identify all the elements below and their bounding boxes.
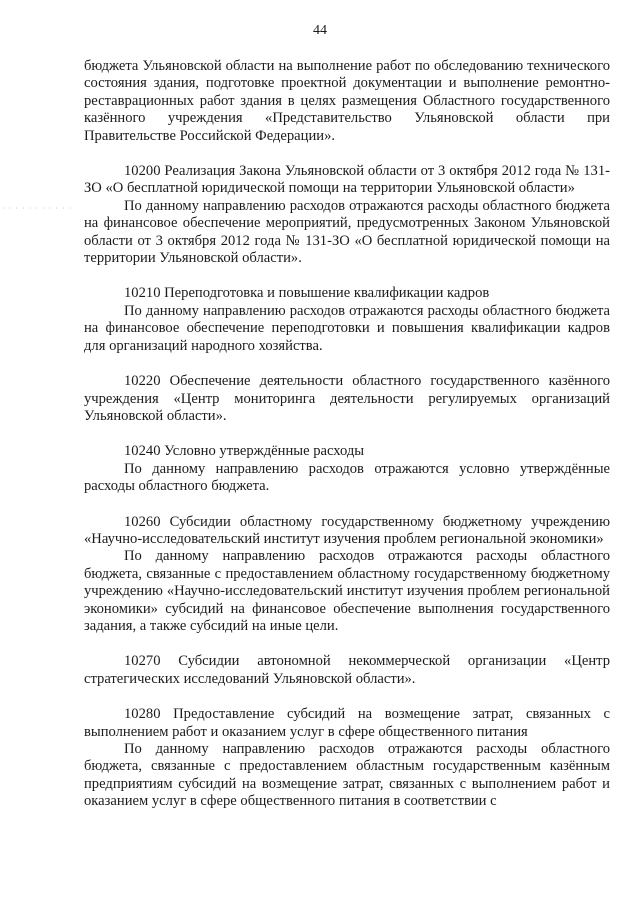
paragraph-10210-description: По данному направлению расходов отражаются расходы областного бюджета на финансовое обеспечение переподготовки и повышения квалификации кадров для организаций народного хозяйства. [84, 302, 610, 354]
heading-10200-free-legal-aid: 10200 Реализация Закона Ульяновской области от 3 октября 2012 года № 131-ЗО «О бесплатной юридической помощи на территории Ульяновской области» [84, 163, 610, 197]
heading-10210-retraining: 10210 Переподготовка и повышение квалификации кадров [124, 285, 490, 302]
heading-10260-research-institute: 10260 Субсидии областному государственному бюджетному учреждению «Научно-исследовательский институт изучения проблем региональной экономики» [84, 513, 610, 547]
paragraph-10240-description: По данному направлению расходов отражаются условно утверждённые расходы областного бюджета. [84, 460, 610, 495]
page-number: 44 [313, 23, 327, 38]
margin-scan-artifact: · · · · · · · · · · · [2, 204, 73, 213]
heading-10270-strategic-research-center: 10270 Субсидии автономной некоммерческой организации «Центр стратегических исследований Ульяновской области». [84, 653, 610, 687]
document-body [84, 58, 610, 811]
heading-10280-catering-subsidies: 10280 Предоставление субсидий на возмещение затрат, связанных с выполнением работ и оказанием услуг в сфере общественного питания [84, 706, 610, 740]
paragraph-10280-description: По данному направлению расходов отражаются расходы областного бюджета, связанные с предоставлением областным государственным казённым предприятиям субсидий на возмещение затрат, связанных с выполнением работ и оказанием услуг в сфере общественного питания в соответствии с [84, 741, 610, 810]
paragraph-budget-building-works: бюджета Ульяновской области на выполнение работ по обследованию технического состояния здания, подготовке проектной документации и выполнение ремонтно-реставрационных работ здания в целях размещения Областного государственного казённого учреждения «Представительство Ульяновской области при Правительстве Российской Федерации». [84, 58, 610, 144]
heading-10240-conditionally-approved: 10240 Условно утверждённые расходы [124, 443, 365, 460]
heading-10220-monitoring-center: 10220 Обеспечение деятельности областного государственного казённого учреждения «Центр мониторинга деятельности регулируемых организаций Ульяновской области». [84, 373, 610, 424]
paragraph-10260-description: По данному направлению расходов отражаются расходы областного бюджета, связанные с предоставлением областному государственному бюджетному учреждению «Научно-исследовательский институт изучения проблем региональной экономики» субсидий на финансовое обеспечение выполнения государственного задания, а также субсидий на иные цели. [84, 548, 610, 634]
paragraph-10200-description: По данному направлению расходов отражаются расходы областного бюджета на финансовое обеспечение мероприятий, предусмотренных Законом Ульяновской области от 3 октября 2012 года № 131-ЗО «О бесплатной юридической помощи на территории Ульяновской области». [84, 197, 610, 267]
